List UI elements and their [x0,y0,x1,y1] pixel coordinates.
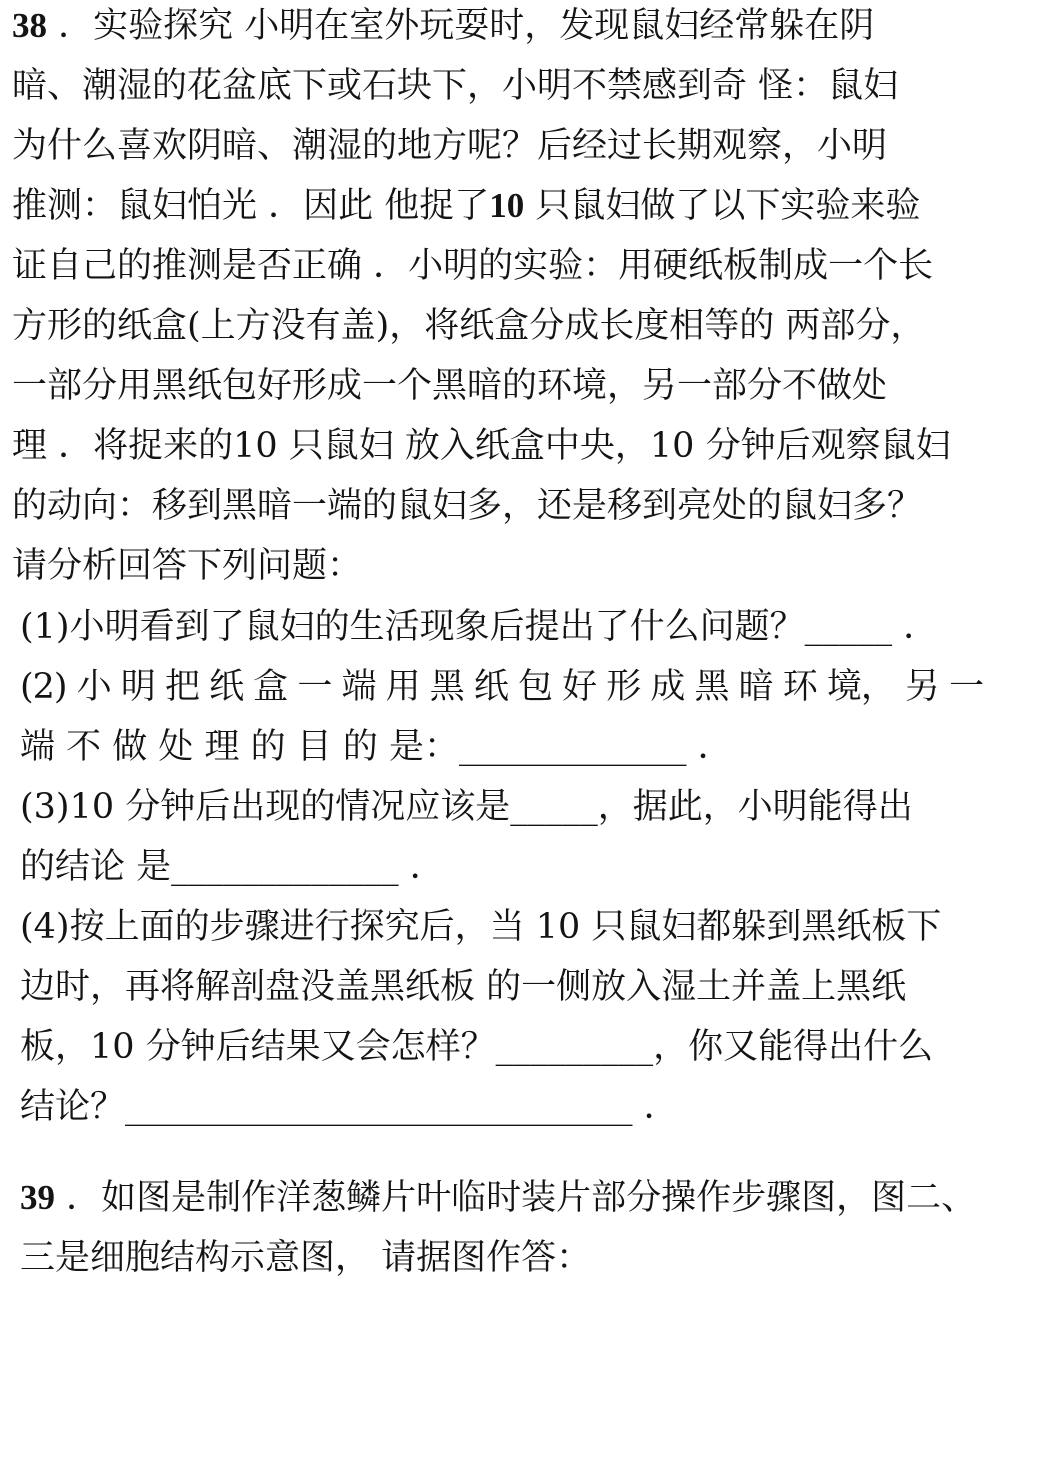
q39-number: 39 [20,1178,55,1217]
q38-text-4a: 推测：鼠妇怕光 ．因此 他捉了 [12,186,490,226]
q38-line-7: 一部分用黑纸包好形成一个黑暗的环境，另一部分不做处 [12,366,888,406]
q38-number: 38 [12,6,47,45]
q39-text-1: ．如图是制作洋葱鳞片叶临时装片部分操作步骤图，图二、 [55,1178,977,1218]
q38-line-2: 暗、潮湿的花盆底下或石块下，小明不禁感到奇 怪：鼠妇 [12,66,899,106]
q38-sub-3b: 的结论 是_____________ ． [20,847,445,887]
q38-sub-2b: 端 不 做 处 理 的 目 的 是：_____________ ． [20,727,733,767]
q38-sub-4c: 板，10 分钟后结果又会怎样？_________，你又能得出什么 [20,1027,934,1067]
q38-line-6: 方形的纸盒(上方没有盖)，将纸盒分成长度相等的 两部分， [12,306,926,346]
q38-line-1 [12,6,874,46]
q38-sub-1: (1)小明看到了鼠妇的生活现象后提出了什么问题？_____ ． [20,607,939,647]
q38-text-4b: 只鼠妇做了以下实验来验 [524,186,921,226]
q38-sub-4b: 边时，再将解剖盘没盖黑纸板 的一侧放入湿土并盖上黑纸 [20,967,907,1007]
q38-sub-3a: (3)10 分钟后出现的情况应该是_____，据此，小明能得出 [20,787,913,827]
q38-sub-4a: (4)按上面的步骤进行探究后，当 10 只鼠妇都躲到黑纸板下 [20,907,942,947]
q39-line-2: 三是细胞结构示意图， 请据图作答： [20,1238,592,1278]
q38-line-10: 请分析回答下列问题： [12,546,363,586]
q38-sub-2a: (2) 小 明 把 纸 盒 一 端 用 黑 纸 包 好 形 成 黑 暗 环 境， 另 一 [20,667,984,707]
q38-sub-4d: 结论？_____________________________ ． [20,1087,679,1127]
q38-count-bold: 10 [489,186,525,225]
q38-line-9: 的动向：移到黑暗一端的鼠妇多，还是移到亮处的鼠妇多？ [12,486,923,526]
q38-line-4 [12,186,920,226]
q38-text-1: ．实验探究 小明在室外玩耍时，发现鼠妇经常躲在阴 [47,6,875,46]
q38-line-3: 为什么喜欢阴暗、潮湿的地方呢？后经过长期观察，小明 [12,126,888,166]
q39-line-1 [20,1178,976,1218]
q38-line-5: 证自己的推测是否正确 ．小明的实验：用硬纸板制成一个长 [12,246,934,286]
q38-line-8: 理 ．将捉来的10 只鼠妇 放入纸盒中央，10 分钟后观察鼠妇 [12,426,951,466]
